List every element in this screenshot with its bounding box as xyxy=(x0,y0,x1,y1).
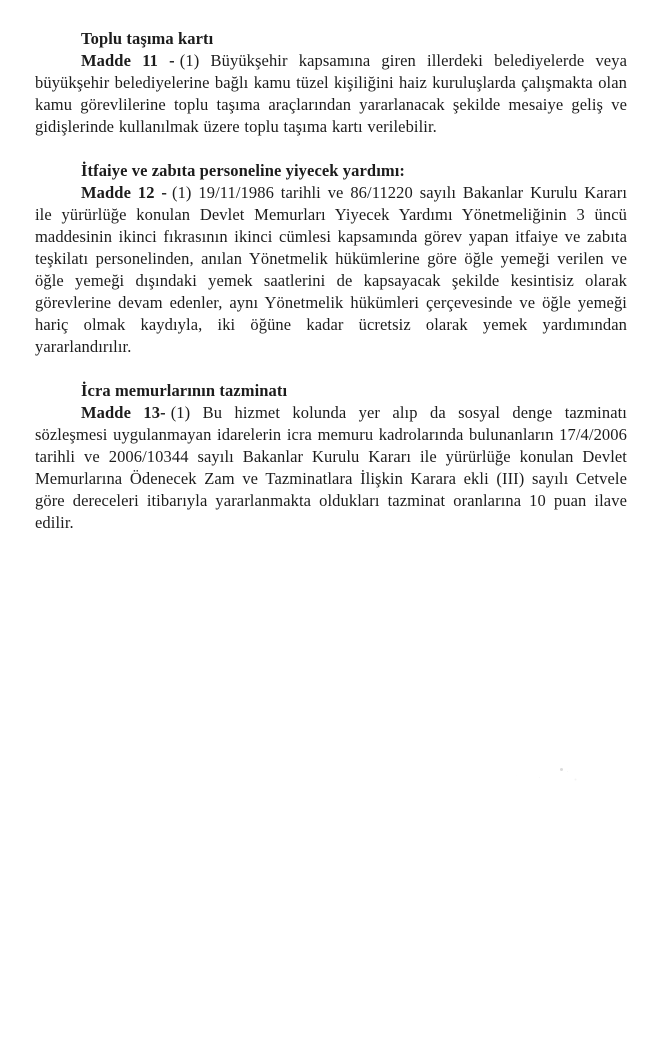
madde-number-label: Madde 12 - xyxy=(81,183,167,202)
document-text-block xyxy=(35,28,627,534)
madde-number-label: Madde 11 - xyxy=(81,51,175,70)
section-paragraph xyxy=(35,182,627,358)
section-itfaiye-zabita-yiyecek-yardimi xyxy=(35,160,627,358)
madde-body-text: (1) 19/11/1986 tarihli ve 86/11220 sayılı Bakanlar Kurulu Kararı ile yürürlüğe konulan Devlet Memurları Yiyecek Yardımı Yönetmeliğinin 3 üncü maddesinin ikinci fıkrasının ikinci cümlesi kapsamında görev yapan itfaiye ve zabıta teşkilatı personelinden, anılan Yönetmelik hükümlerine göre öğle yemeği verilen ve öğle yemeği dışındaki yemek saatlerini de kapsayacak şekilde kesintisiz olarak görevlerine devam edenler, aynı Yönetmelik hükümleri çerçevesinde ve öğle yemeği hariç olmak kaydıyla, iki öğüne kadar ücretsiz olarak yemek yardımından yararlandırılır. xyxy=(35,183,627,356)
section-heading: İtfaiye ve zabıta personeline yiyecek yardımı: xyxy=(81,161,405,180)
section-paragraph xyxy=(35,50,627,138)
madde-number-label: Madde 13- xyxy=(81,403,166,422)
section-icra-memurlari-tazminati xyxy=(35,380,627,534)
section-heading: Toplu taşıma kartı xyxy=(81,29,214,48)
section-paragraph xyxy=(35,402,627,534)
scan-smudge-artifact xyxy=(560,768,563,771)
section-toplu-tasima-karti xyxy=(35,28,627,138)
section-heading: İcra memurlarının tazminatı xyxy=(81,381,288,400)
madde-body-text: (1) Bu hizmet kolunda yer alıp da sosyal denge tazminatı sözleşmesi uygulanmayan idarelerin icra memuru kadrolarında bulunanların 17/4/2006 tarihli ve 2006/10344 sayılı Bakanlar Kurulu Kararı ile yürürlüğe konulan Devlet Memurlarına Ödenecek Zam ve Tazminatlara İlişkin Karara ekli (III) sayılı Cetvele göre dereceleri itibarıyla yararlanmakta oldukları tazminat oranlarına 10 puan ilave edilir. xyxy=(35,403,627,532)
madde-body-text: (1) Büyükşehir kapsamına giren illerdeki belediyelerde veya büyükşehir belediyelerine bağlı kamu tüzel kişiliğini haiz kuruluşlarda çalışmakta olan kamu görevlilerine toplu taşıma araçlarından yararlanacak şekilde mesaiye geliş ve gidişlerinde kullanılmak üzere toplu taşıma kartı verilebilir. xyxy=(35,51,628,136)
